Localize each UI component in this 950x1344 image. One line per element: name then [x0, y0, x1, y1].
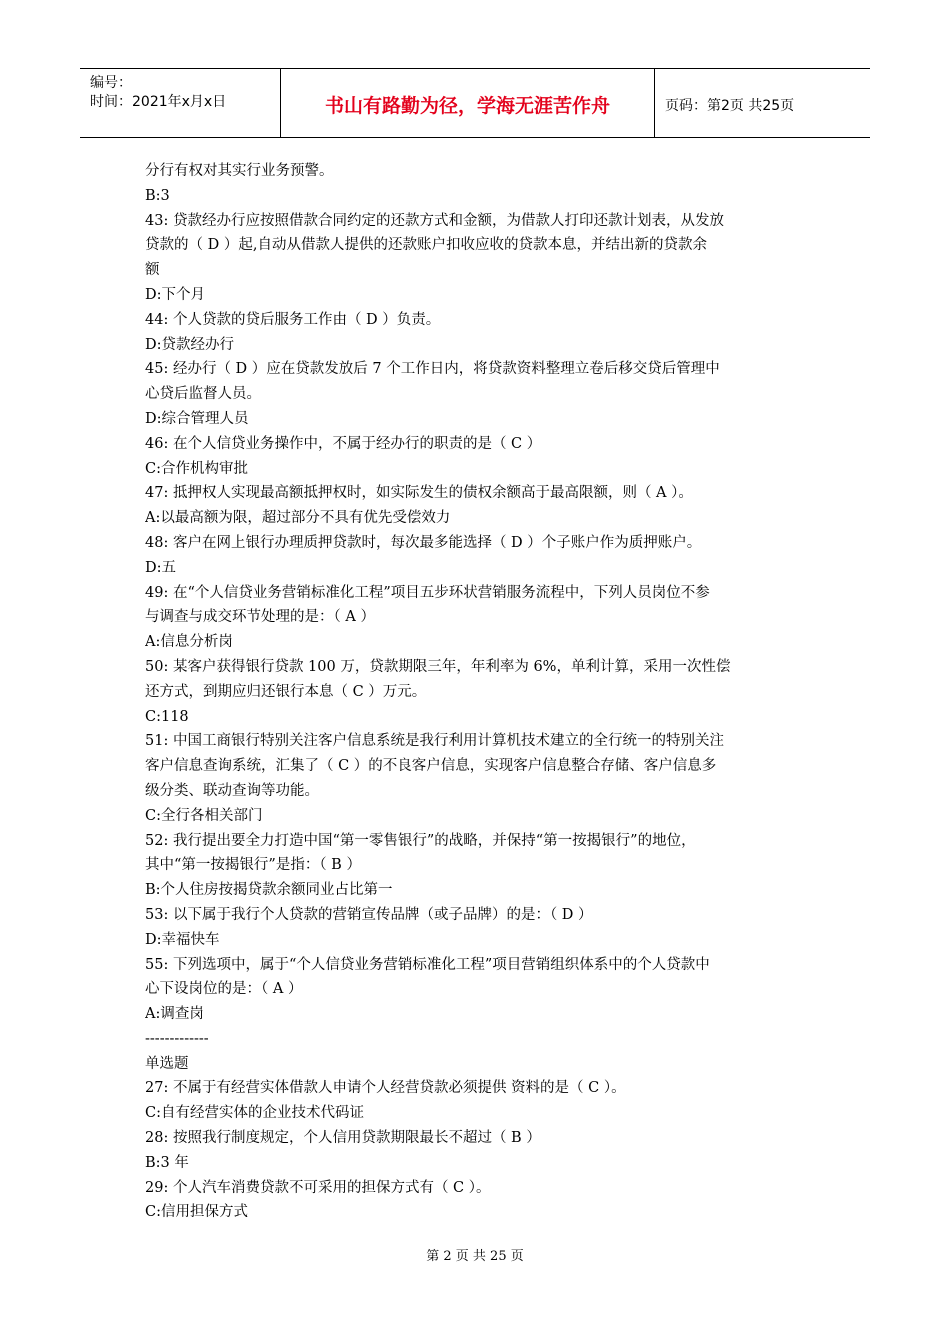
text-line: A:以最高额为限，超过部分不具有优先受偿效力	[145, 510, 451, 527]
text-line: -------------	[145, 1030, 209, 1047]
text-line: 29: 个人汽车消费贷款不可采用的担保方式有（ C ）。	[145, 1179, 491, 1196]
header-page-cell	[655, 69, 870, 137]
text-line: 其中“第一按揭银行”是指：（ B ）	[145, 857, 361, 874]
document-code-label: 编号：	[90, 75, 132, 91]
text-line: 单选题	[145, 1055, 189, 1072]
text-line: 43: 贷款经办行应按照借款合同约定的还款方式和金额，为借款人打印还款计划表，从发放	[145, 212, 724, 229]
text-line: 客户信息查询系统，汇集了（ C ）的不良客户信息，实现客户信息整合存储、客户信息多	[145, 758, 717, 775]
header-motto-cell	[281, 69, 655, 137]
text-line: A:信息分析岗	[145, 634, 233, 651]
text-line: 分行有权对其实行业务预警。	[145, 163, 334, 179]
text-line: 28: 按照我行制度规定，个人信用贷款期限最长不超过（ B ）	[145, 1130, 541, 1147]
document-body	[145, 159, 815, 1225]
text-line: C:合作机构审批	[145, 460, 248, 477]
header-page-info: 页码：第2页 共25页	[665, 98, 795, 114]
text-line: 级分类、联动查询等功能。	[145, 782, 319, 799]
text-line: D:综合管理人员	[145, 410, 249, 427]
text-line: D:贷款经办行	[145, 336, 235, 353]
text-line: 与调查与成交环节处理的是：（ A ）	[145, 609, 375, 626]
text-line: B:个人住房按揭贷款余额同业占比第一	[145, 882, 393, 899]
text-line: 44: 个人贷款的贷后服务工作由（ D ）负责。	[145, 311, 441, 328]
text-line: D:幸福快车	[145, 931, 220, 948]
text-line: 48: 客户在网上银行办理质押贷款时，每次最多能选择（ D ）个子账户作为质押账户。	[145, 534, 702, 551]
text-line: 45: 经办行（ D ）应在贷款发放后 7 个工作日内，将贷款资料整理立卷后移交贷后管理中	[145, 361, 720, 378]
text-line: C:自有经营实体的企业技术代码证	[145, 1105, 364, 1122]
text-line: 心贷后监督人员。	[145, 386, 261, 403]
header-motto: 书山有路勤为径，学海无涯苦作舟	[324, 95, 610, 117]
text-line: 额	[145, 262, 160, 279]
page-footer: 第 2 页 共 25 页	[426, 1249, 524, 1264]
text-line: C:信用担保方式	[145, 1204, 248, 1221]
text-line: 贷款的（ D ）起,自动从借款人提供的还款账户扣收应收的贷款本息，并结出新的贷款余	[145, 237, 707, 254]
text-line: 46: 在个人信贷业务操作中，不属于经办行的职责的是（ C ）	[145, 435, 542, 452]
text-line: 52: 我行提出要全力打造中国“第一零售银行”的战略，并保持“第一按揭银行”的地位，	[145, 832, 696, 849]
text-line: C:118	[145, 708, 189, 725]
text-line: 心下设岗位的是：（ A ）	[145, 981, 303, 998]
text-line: 47: 抵押权人实现最高额抵押权时，如实际发生的债权余额高于最高限额，则（ A ）。	[145, 485, 693, 502]
text-line: 49: 在“个人信贷业务营销标准化工程”项目五步环状营销服务流程中，下列人员岗位不参	[145, 584, 710, 601]
text-line: D:下个月	[145, 286, 206, 303]
text-line: 53: 以下属于我行个人贷款的营销宣传品牌（或子品牌）的是：（ D ）	[145, 906, 593, 923]
text-line: 27: 不属于有经营实体借款人申请个人经营贷款必须提供 资料的是（ C ）。	[145, 1080, 626, 1097]
page-header	[80, 68, 870, 138]
text-line: 还方式，到期应归还银行本息（ C ）万元。	[145, 683, 427, 700]
text-line: 55: 下列选项中，属于“个人信贷业务营销标准化工程”项目营销组织体系中的个人贷款中	[145, 956, 710, 973]
text-line: B:3	[145, 187, 170, 204]
text-line: 50: 某客户获得银行贷款 100 万，贷款期限三年，年利率为 6%，单利计算，采用一次性偿	[145, 658, 731, 675]
text-line: 51: 中国工商银行特别关注客户信息系统是我行利用计算机技术建立的全行统一的特别关注	[145, 733, 724, 750]
text-line: B:3 年	[145, 1154, 189, 1171]
text-line: A:调查岗	[145, 1006, 204, 1023]
text-line: C:全行各相关部门	[145, 807, 263, 824]
text-line: D:五	[145, 559, 177, 576]
header-info-cell	[80, 69, 281, 137]
document-time-label: 时间：2021年x月x日	[90, 94, 227, 110]
